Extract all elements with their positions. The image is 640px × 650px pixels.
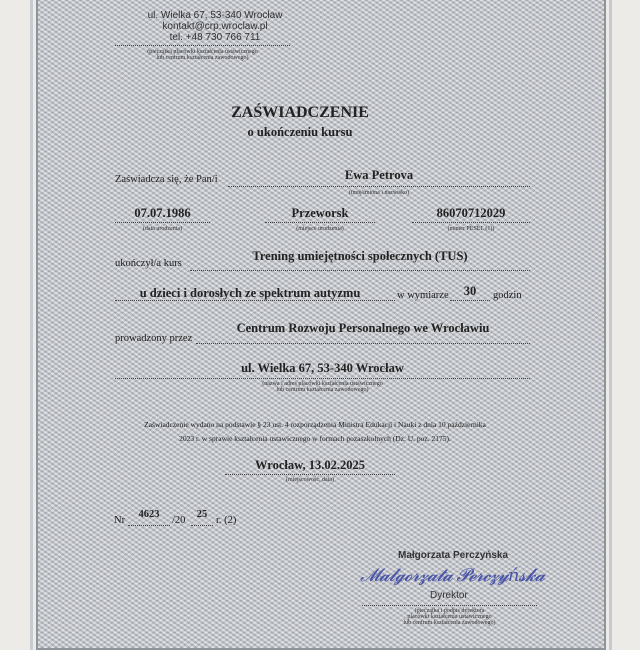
header-address: ul. Wielka 67, 53-340 Wrocław — [147, 10, 283, 21]
header-phone: tel. +48 730 766 711 — [169, 32, 261, 43]
director-name: Małgorzata Perczyńska — [398, 550, 509, 561]
certificate-year: 25 — [196, 509, 208, 520]
document-subtitle: o ukończeniu kursu — [247, 125, 353, 139]
signature-caption: (pieczątka i podpis dyrektora placówki kształcenia ustawicznego lub centrum kształcenia zawodowego) — [403, 608, 496, 626]
birth-place: Przeworsk — [291, 206, 349, 220]
provider-label: prowadzony przez — [115, 333, 193, 344]
person-name: Ewa Petrova — [344, 168, 414, 182]
provider-caption: (nazwa i adres placówki kształcenia ustawicznego lub centrum kształcenia zawodowego) — [262, 381, 383, 393]
certificate-number: 4623 — [138, 509, 160, 520]
course-name: Trening umiejętności społecznych (TUS) — [252, 249, 468, 263]
provider-address: ul. Wielka 67, 53-340 Wrocław — [241, 361, 404, 375]
pesel: 86070712029 — [436, 206, 506, 220]
birth-date: 07.07.1986 — [134, 206, 191, 220]
document-title: ZAŚWIADCZENIE — [231, 104, 369, 121]
header-stamp — [130, 10, 300, 43]
legal-basis: Zaświadczenie wydano na podstawie § 23 ust. 4 rozporządzenia Ministra Edukacji i Nauki z dnia 10 października 2023 r. w sprawie kształcenia ustawicznego w formach pozaszkolnych (Dz. U. poz. 2175). — [144, 420, 486, 443]
hours-label: w wymiarze — [397, 290, 449, 301]
header-email: kontakt@crp.wroclaw.pl — [162, 21, 268, 32]
year-prefix: /20 — [172, 515, 186, 526]
nr-label: Nr — [114, 515, 126, 526]
handwritten-signature: 𝓜𝓪𝓵𝓰𝓸𝓻𝔃𝓪𝓽𝓪 𝓟𝓮𝓻𝓬𝔃𝔂ń𝓼𝓴𝓪 — [360, 565, 545, 586]
issue-caption: (miejscowość, data) — [286, 477, 334, 483]
director-role: Dyrektor — [430, 590, 468, 601]
birth-date-caption: (data urodzenia) — [142, 226, 183, 232]
issue-place-date: Wrocław, 13.02.2025 — [255, 458, 365, 472]
course-hours: 30 — [463, 284, 477, 298]
stamp-caption: (pieczątka placówki kształcenia ustawicznego lub centrum kształcenia zawodowego) — [147, 49, 258, 61]
number-suffix: r. (2) — [216, 515, 237, 526]
name-caption: (imię/imiona i nazwisko) — [348, 190, 410, 196]
course-label: ukończył/a kurs — [115, 258, 182, 269]
provider-name: Centrum Rozwoju Personalnego we Wrocławiu — [236, 321, 490, 335]
pesel-caption: (numer PESEL (1)) — [447, 226, 495, 232]
course-name-line2: u dzieci i dorosłych ze spektrum autyzmu — [139, 286, 361, 300]
hours-unit: godzin — [493, 290, 522, 301]
person-label: Zaświadcza się, że Pan/i — [115, 174, 218, 185]
birth-place-caption: (miejsce urodzenia) — [296, 226, 344, 232]
